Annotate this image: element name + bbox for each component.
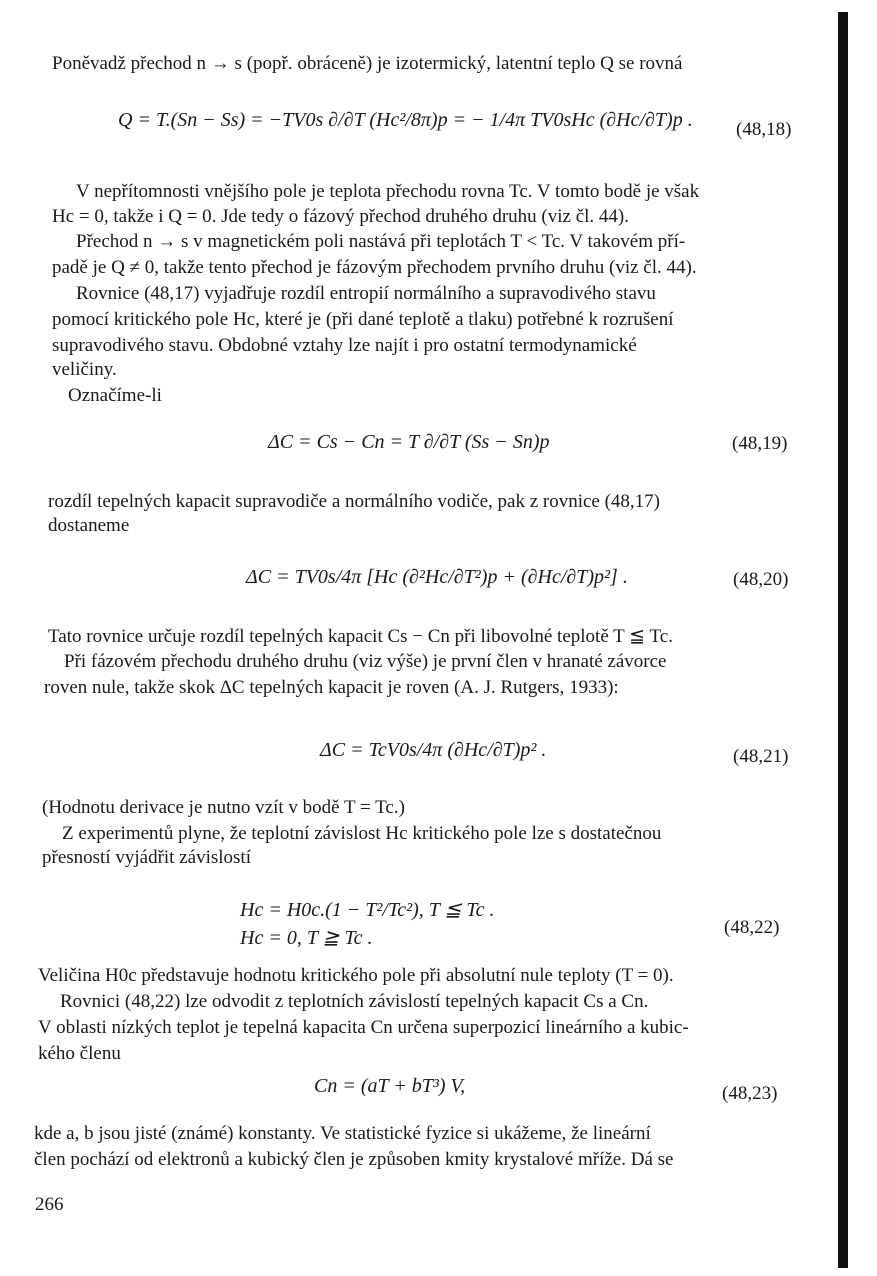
equation-number: (48,21) — [733, 746, 789, 767]
text-line: padě je Q ≠ 0, takže tento přechod je fázovým přechodem prvního druhu (viz čl. 44). — [52, 257, 697, 278]
text-line: supravodivého stavu. Obdobné vztahy lze najít i pro ostatní termodynamické — [52, 335, 637, 356]
text-line: kde a, b jsou jisté (známé) konstanty. Ve statistické fyzice si ukážeme, že lineární — [34, 1123, 651, 1144]
text-line: Tato rovnice určuje rozdíl tepelných kapacit Cs − Cn při libovolné teplotě T ≦ Tc. — [48, 626, 673, 647]
page-edge-bar — [838, 12, 848, 1268]
page-number: 266 — [35, 1194, 64, 1215]
text-line: rozdíl tepelných kapacit supravodiče a normálního vodiče, pak z rovnice (48,17) — [48, 491, 660, 512]
text-line: V nepřítomnosti vnějšího pole je teplota přechodu rovna Tc. V tomto bodě je však — [76, 181, 700, 202]
text-line: Rovnice (48,17) vyjadřuje rozdíl entropií normálního a supravodivého stavu — [76, 283, 656, 304]
text-line: dostaneme — [48, 515, 130, 536]
equation-number: (48,23) — [722, 1083, 778, 1104]
text-line: (Hodnotu derivace je nutno vzít v bodě T = Tc.) — [42, 797, 405, 818]
equation-48-18: Q = T.(Sn − Ss) = −TV0s ∂/∂T (Hc²/8π)p = − 1/4π TV0sHc (∂Hc/∂T)p . — [118, 109, 693, 131]
text-line: Poněvadž přechod n → s (popř. obráceně) je izotermický, latentní teplo Q se rovná — [52, 53, 683, 74]
text-line: přesností vyjádřit závislostí — [42, 847, 251, 868]
equation-number: (48,19) — [732, 433, 788, 454]
text-line: roven nule, takže skok ΔC tepelných kapacit je roven (A. J. Rutgers, 1933): — [44, 677, 619, 698]
text-line: kého členu — [38, 1043, 121, 1064]
equation-number: (48,22) — [724, 917, 780, 938]
text-line: člen pochází od elektronů a kubický člen je způsoben kmity krystalové mříže. Dá se — [34, 1149, 674, 1170]
text-line: pomocí kritického pole Hc, které je (při dané teplotě a tlaku) potřebné k rozrušení — [52, 309, 674, 330]
equation-48-19: ΔC = Cs − Cn = T ∂/∂T (Ss − Sn)p — [268, 431, 550, 453]
text-line: Přechod n → s v magnetickém poli nastává při teplotách T < Tc. V takovém pří- — [76, 231, 686, 252]
equation-48-20: ΔC = TV0s/4π [Hc (∂²Hc/∂T²)p + (∂Hc/∂T)p²] . — [246, 566, 628, 588]
text-line: Rovnici (48,22) lze odvodit z teplotních závislostí tepelných kapacit Cs a Cn. — [60, 991, 649, 1012]
text-line: Při fázovém přechodu druhého druhu (viz výše) je první člen v hranaté závorce — [64, 651, 667, 672]
equation-number: (48,20) — [733, 569, 789, 590]
text-line: Označíme-li — [68, 385, 162, 406]
text-line: V oblasti nízkých teplot je tepelná kapacita Cn určena superpozicí lineárního a kubic- — [38, 1017, 689, 1038]
text-line: Z experimentů plyne, že teplotní závislost Hc kritického pole lze s dostatečnou — [62, 823, 662, 844]
equation-48-21: ΔC = TcV0s/4π (∂Hc/∂T)p² . — [320, 739, 547, 761]
text-line: Hc = 0, takže i Q = 0. Jde tedy o fázový přechod druhého druhu (viz čl. 44). — [52, 206, 630, 227]
equation-48-23: Cn = (aT + bT³) V, — [314, 1075, 466, 1097]
text-line: veličiny. — [52, 359, 117, 380]
equation-48-22-line-1: Hc = H0c.(1 − T²/Tc²), T ≦ Tc . — [240, 899, 495, 921]
equation-number: (48,18) — [736, 119, 792, 140]
equation-48-22-line-2: Hc = 0, T ≧ Tc . — [240, 927, 373, 949]
text-line: Veličina H0c představuje hodnotu kritického pole při absolutní nule teploty (T = 0). — [38, 965, 674, 986]
